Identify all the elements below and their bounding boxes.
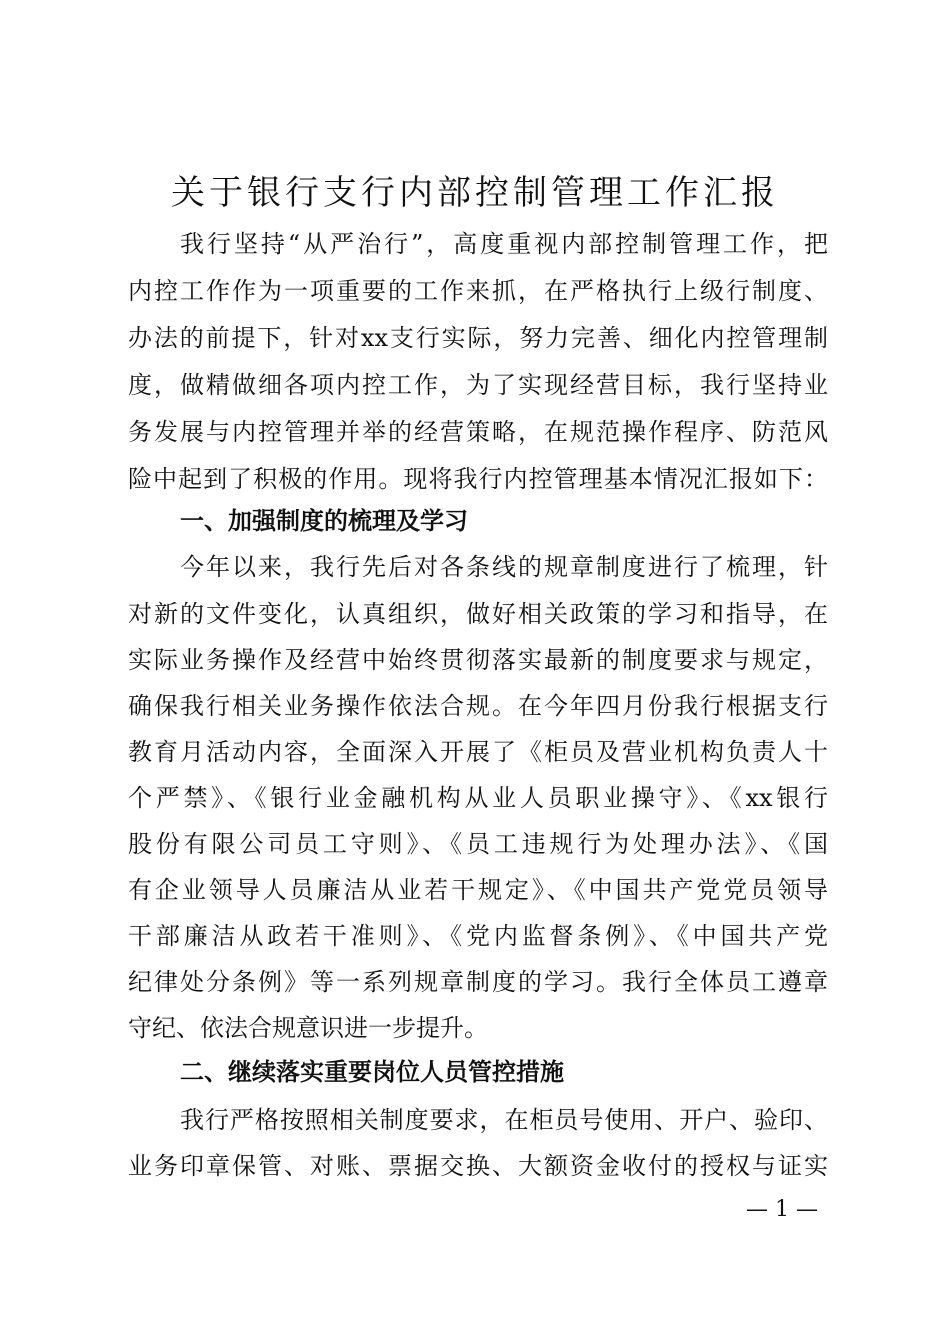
section-heading-1: 一、加强制度的梳理及学习 xyxy=(180,507,468,535)
page-number: — 1 — xyxy=(746,1197,818,1222)
intro-line: 内控工作作为一项重要的工作来抓，在严格执行上级行制度、 xyxy=(128,277,828,305)
section1-line: 干部廉洁从政若干准则》、《党内监督条例》、《中国共产党 xyxy=(128,922,828,950)
intro-line: 我行坚持“从严治行”，高度重视内部控制管理工作，把 xyxy=(180,230,828,258)
section1-line: 确保我行相关业务操作依法合规。在今年四月份我行根据支行 xyxy=(128,692,828,720)
section1-line: 纪律处分条例》等一系列规章制度的学习。我行全体员工遵章 xyxy=(128,968,828,996)
section1-line: 守纪、依法合规意识进一步提升。 xyxy=(128,1014,488,1042)
section1-line: 有企业领导人员廉洁从业若干规定》、《中国共产党党员领导 xyxy=(128,876,828,904)
section1-line: 对新的文件变化，认真组织，做好相关政策的学习和指导，在 xyxy=(128,600,828,628)
section1-line: 实际业务操作及经营中始终贯彻落实最新的制度要求与规定， xyxy=(128,646,828,674)
intro-line: 务发展与内控管理并举的经营策略，在规范操作程序、防范风 xyxy=(128,418,828,446)
section-heading-2: 二、继续落实重要岗位人员管控措施 xyxy=(180,1058,564,1086)
section1-line: 股份有限公司员工守则》、《员工违规行为处理办法》、《国 xyxy=(128,830,828,858)
section1-line: 今年以来，我行先后对各条线的规章制度进行了梳理，针 xyxy=(180,553,828,581)
section1-line: 个严禁》、《银行业金融机构从业人员职业操守》、《xx银行 xyxy=(128,784,828,812)
section2-line: 我行严格按照相关制度要求，在柜员号使用、开户、验印、 xyxy=(180,1106,828,1134)
document-title: 关于银行支行内部控制管理工作汇报 xyxy=(171,173,779,213)
section2-line: 业务印章保管、对账、票据交换、大额资金收付的授权与证实 xyxy=(128,1152,828,1180)
intro-line: 险中起到了积极的作用。现将我行内控管理基本情况汇报如下： xyxy=(128,465,828,493)
section1-line: 教育月活动内容，全面深入开展了《柜员及营业机构负责人十 xyxy=(128,738,828,766)
intro-line: 办法的前提下，针对xx支行实际，努力完善、细化内控管理制 xyxy=(128,324,828,352)
intro-line: 度，做精做细各项内控工作，为了实现经营目标，我行坚持业 xyxy=(128,371,828,399)
